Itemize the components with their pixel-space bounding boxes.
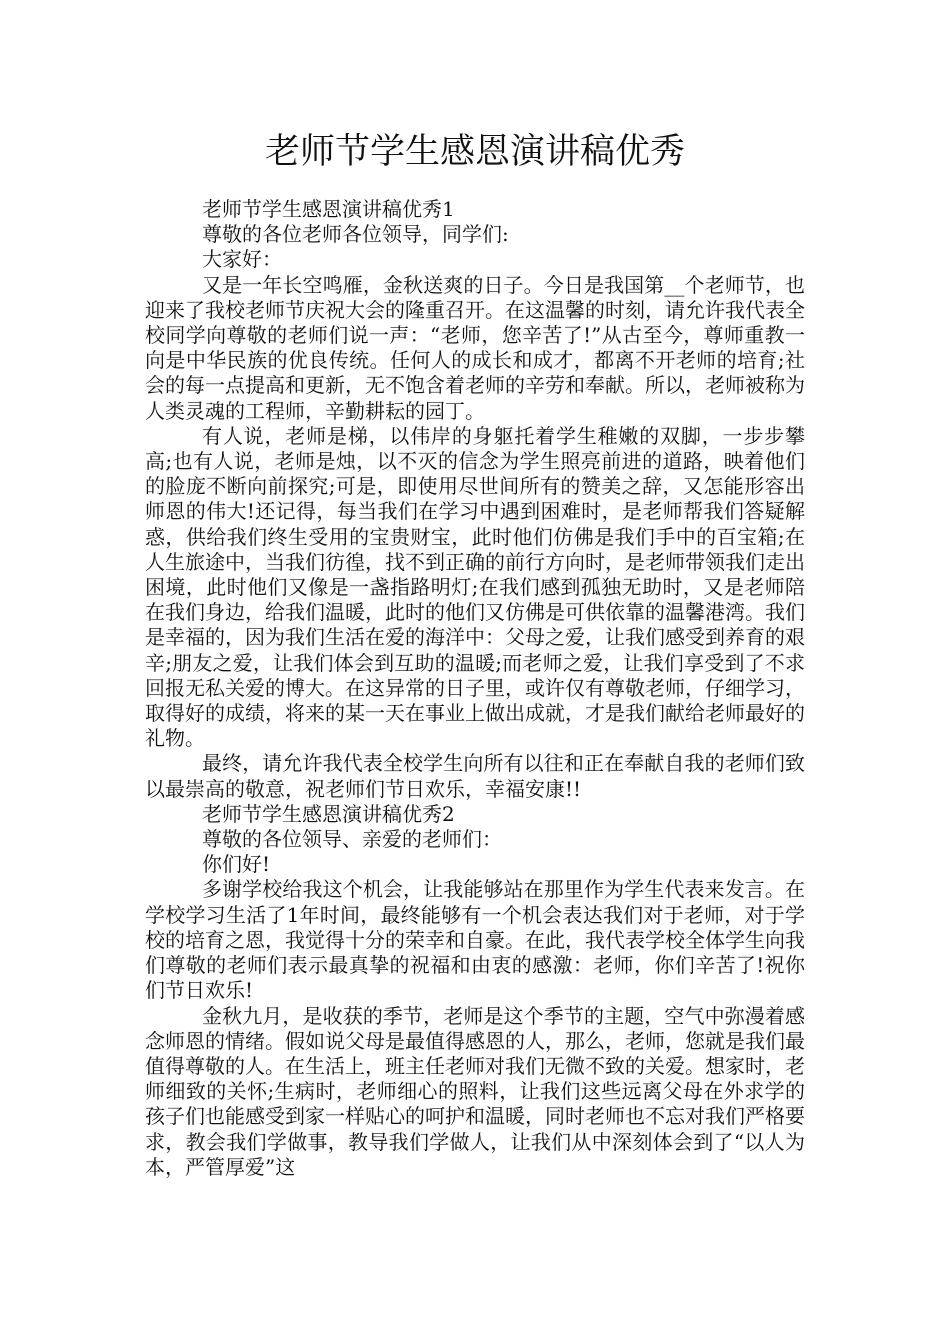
paragraph-greeting-1: 大家好： [202,247,282,272]
paragraph-closing-1: 最终，请允许我代表全校学生向所有以往和正在奉献自我的老师们致以最崇高的敬意，祝老师们节日欢乐，幸福安康!! [145,751,805,801]
paragraph-body: 多谢学校给我这个机会，让我能够站在那里作为学生代表来发言。在学校学习生活了1年时间，最终能够有一个机会表达我们对于老师，对于学校的培育之恩，我觉得十分的荣幸和自豪。在此，我代表学校全体学生向我们尊敬的老师们表示最真挚的祝福和由衷的感激：老师，你们辛苦了!祝你们节日欢乐! [145,877,805,1003]
paragraph-body: 有人说，老师是梯，以伟岸的身躯托着学生稚嫩的双脚，一步步攀高;也有人说，老师是烛，以不灭的信念为学生照亮前进的道路，映着他们的脸庞不断向前探究;可是，即使用尽世间所有的赞美之辞，又怎能形容出师恩的伟大!还记得，每当我们在学习中遇到困难时，是老师帮我们答疑解惑，供给我们终生受用的宝贵财宝，此时他们仿佛是我们手中的百宝箱;在人生旅途中，当我们彷徨，找不到正确的前行方向时，是老师带领我们走出困境，此时他们又像是一盏指路明灯;在我们感到孤独无助时，又是老师陪在我们身边，给我们温暖，此时的他们又仿佛是可供依靠的温馨港湾。我们是幸福的，因为我们生活在爱的海洋中：父母之爱，让我们感受到养育的艰辛;朋友之爱，让我们体会到互助的温暖;而老师之爱，让我们享受到了不求回报无私关爱的博大。在这异常的日子里，或许仅有尊敬老师，仔细学习，取得好的成绩，将来的某一天在事业上做出成就，才是我们献给老师最好的礼物。 [145,423,805,751]
paragraph-speech-1-heading: 老师节学生感恩演讲稿优秀1 [202,197,455,221]
paragraph-salutation-2: 尊敬的各位领导、亲爱的老师们： [202,827,502,852]
paragraph-speech-2-heading: 老师节学生感恩演讲稿优秀2 [202,801,455,826]
paragraph-body: 金秋九月，是收获的季节，老师是这个季节的主题，空气中弥漫着感念师恩的情绪。假如说父母是最值得感恩的人，那么，老师，您就是我们最值得尊敬的人。在生活上，班主任老师对我们无微不致的关爱。想家时，老师细致的关怀;生病时，老师细心的照料，让我们这些远离父母在外求学的孩子们也能感受到家一样贴心的呵护和温暖，同时老师也不忘对我们严格要求，教会我们学做事，教导我们学做人，让我们从中深刻体会到了“以人为本，严管厚爱”这 [145,1003,805,1179]
paragraph-body: 又是一年长空鸣雁，金秋送爽的日子。今日是我国第__个老师节，也迎来了我校老师节庆祝大会的隆重召开。在这温馨的时刻，请允许我代表全校同学向尊敬的老师们说一声：“老师，您辛苦了!”从古至今，尊师重教一向是中华民族的优良传统。任何人的成长和成才，都离不开老师的培育;社会的每一点提高和更新，无不饱含着老师的辛劳和奉献。所以，老师被称为人类灵魂的工程师，辛勤耕耘的园丁。 [145,272,805,423]
paragraph-salutation-1: 尊敬的各位老师各位领导，同学们: [202,222,509,247]
paragraph-greeting-2: 你们好! [202,852,271,877]
document-body [145,197,805,1180]
document-title: 老师节学生感恩演讲稿优秀 [264,132,685,172]
